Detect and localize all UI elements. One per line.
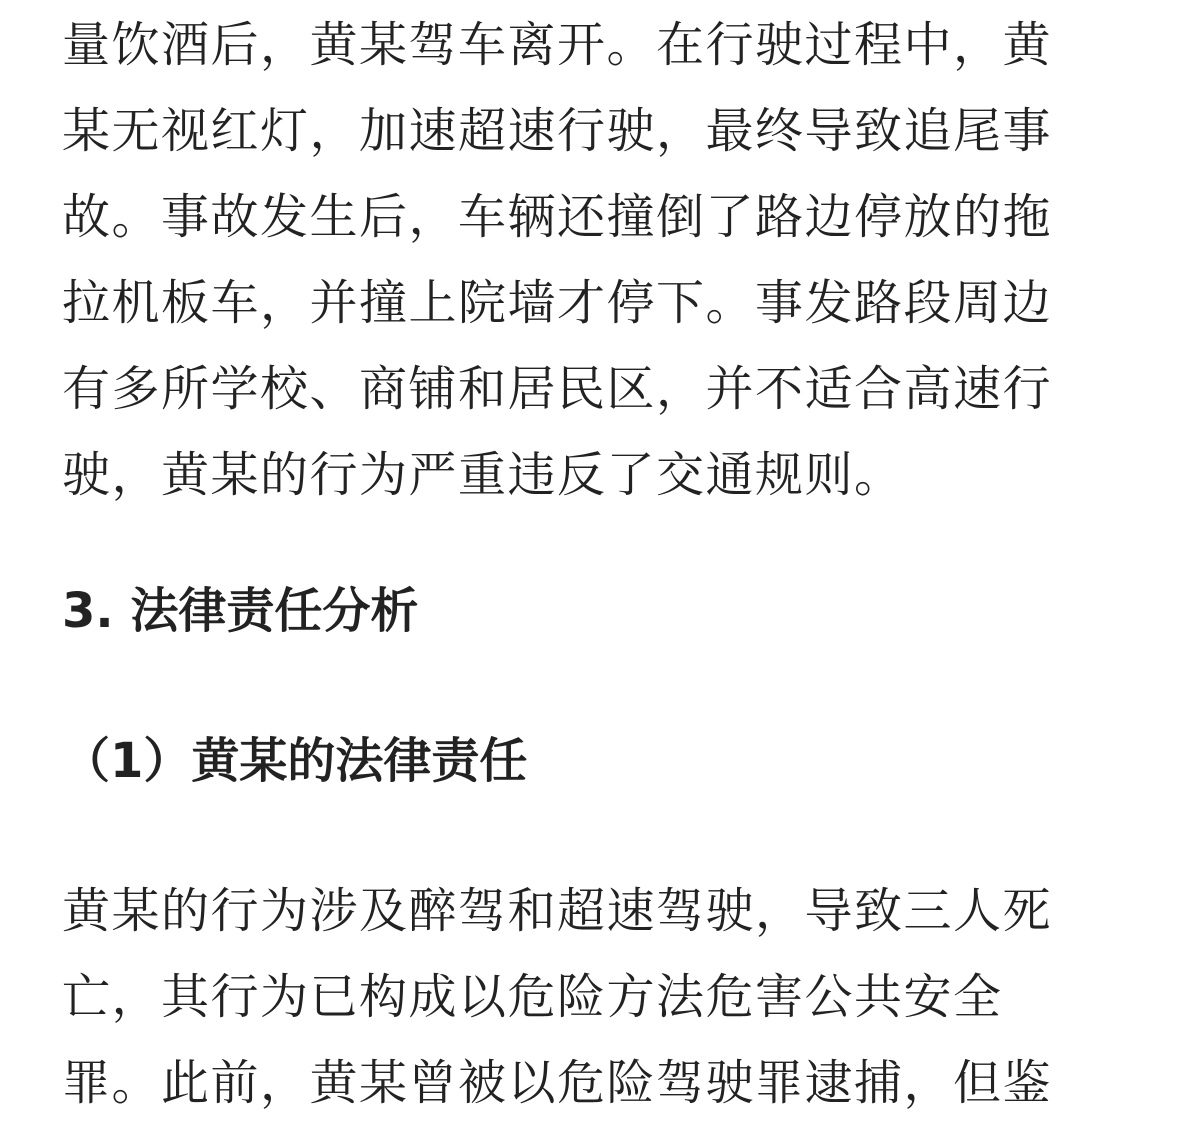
text-line: 量饮酒后，黄某驾车离开。在行驶过程中，黄: [62, 17, 1053, 73]
text-line: 拉机板车，并撞上院墙才停下。事发路段周边: [62, 275, 1053, 331]
text-line: 罪。此前，黄某曾被以危险驾驶罪逮捕，但鉴: [62, 1055, 1053, 1111]
text-line: 驶，黄某的行为严重违反了交通规则。: [62, 447, 904, 503]
text-line: 某无视红灯，加速超速行驶，最终导致追尾事: [62, 103, 1053, 159]
section-heading: 3. 法律责任分析: [62, 583, 419, 639]
paragraph-legal-liability: [62, 868, 1122, 1126]
article-body: [62, 0, 1122, 1126]
text-line: 故。事故发生后，车辆还撞倒了路边停放的拖: [62, 189, 1053, 245]
paragraph-accident-description: [62, 2, 1122, 518]
text-line: 亡，其行为已构成以危险方法危害公共安全: [62, 969, 1003, 1025]
subsection-heading: （1）黄某的法律责任: [62, 733, 528, 789]
text-line: 有多所学校、商铺和居民区，并不适合高速行: [62, 361, 1053, 417]
text-line: 黄某的行为涉及醉驾和超速驾驶，导致三人死: [62, 883, 1053, 939]
